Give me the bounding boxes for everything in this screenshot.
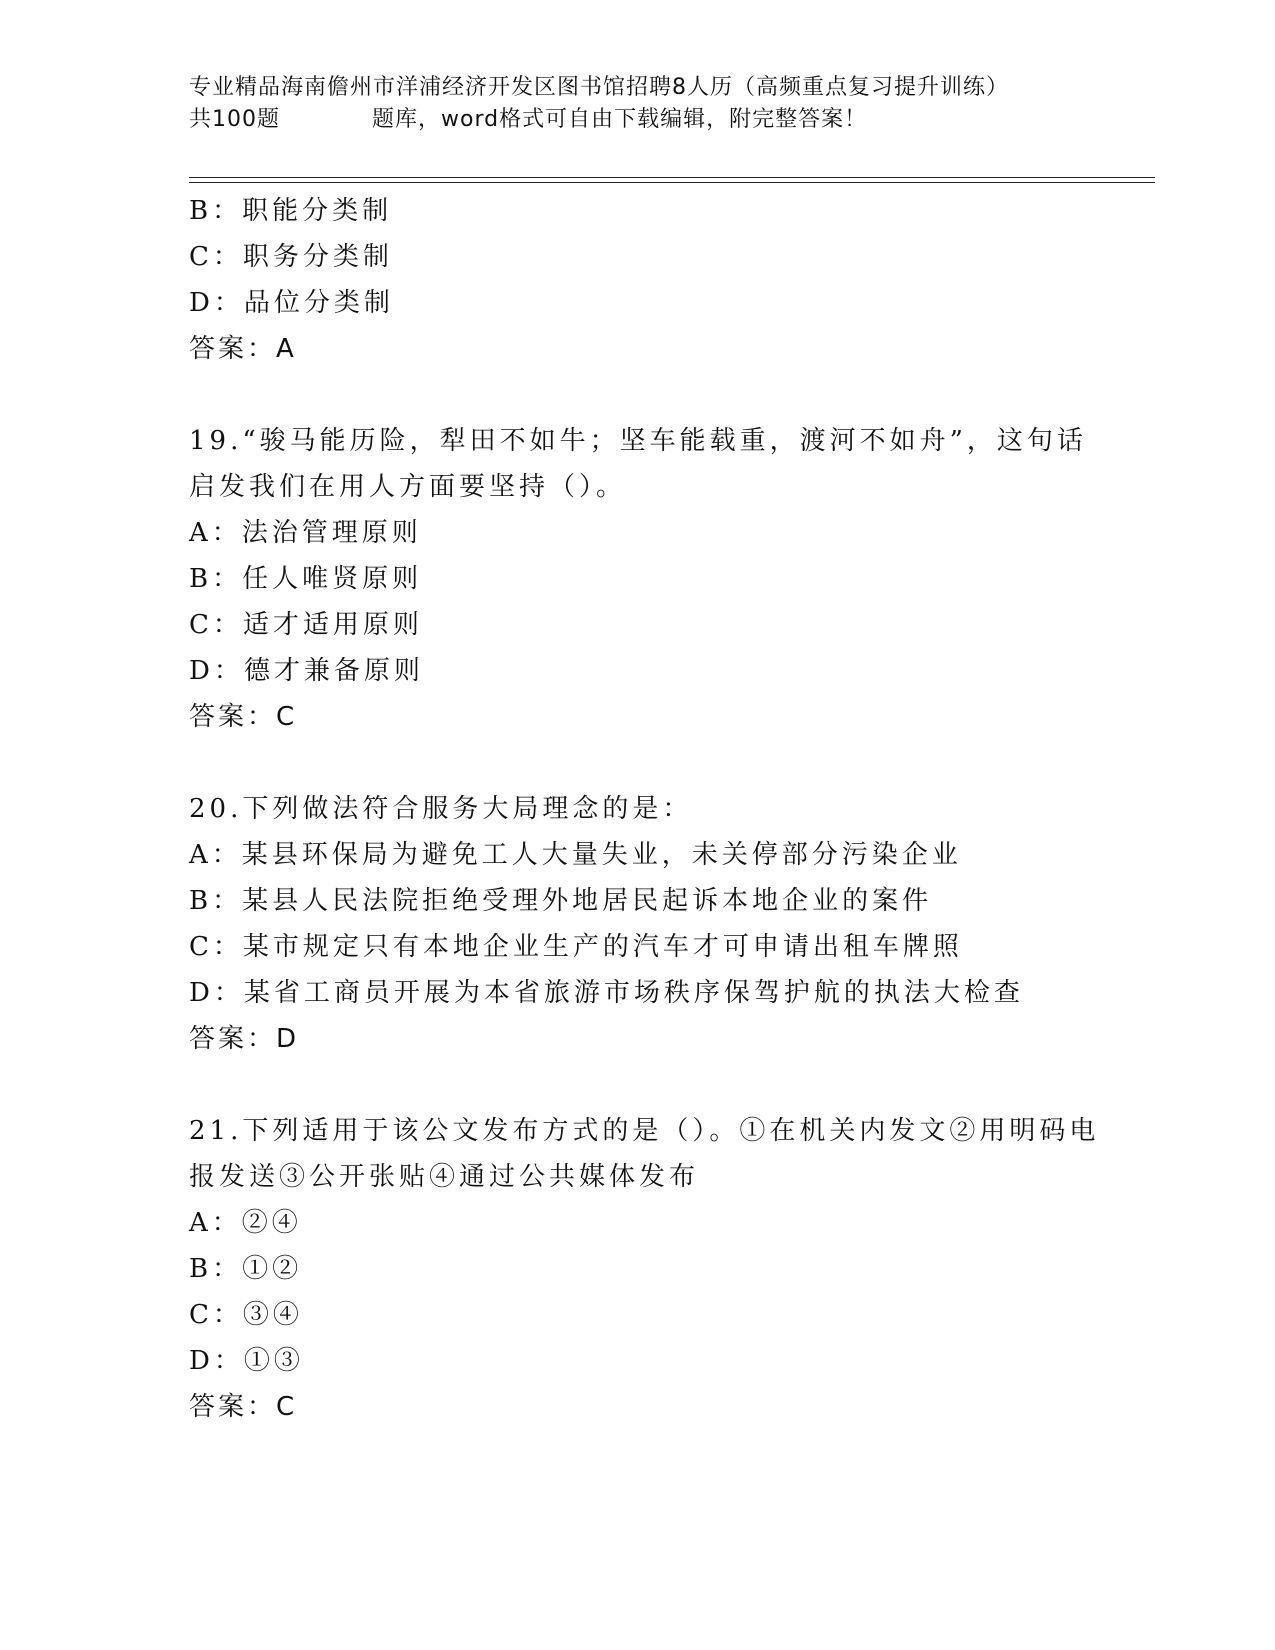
- question-text-line: 20.下列做法符合服务大局理念的是：: [189, 794, 693, 824]
- option-b: B：任人唯贤原则: [189, 564, 423, 594]
- option-a: A：某县环保局为避免工人大量失业，未关停部分污染企业: [189, 840, 962, 870]
- answer-line: 答案：C: [189, 1392, 298, 1422]
- question-text-line: 报发送③公开张贴④通过公共媒体发布: [189, 1162, 700, 1192]
- option-c: C：职务分类制: [189, 242, 393, 272]
- answer-line: 答案：D: [189, 1024, 300, 1054]
- header-description: 题库，word格式可自由下载编辑，附完整答案！: [372, 107, 868, 132]
- question-text-line: 启发我们在用人方面要坚持（）。: [189, 472, 627, 502]
- option-d: D：品位分类制: [189, 288, 394, 318]
- answer-line: 答案：C: [189, 702, 298, 732]
- option-b: B：①②: [189, 1254, 303, 1284]
- option-a: A：法治管理原则: [189, 518, 422, 548]
- header-rule-bottom: [189, 182, 1155, 183]
- header-subtitle-line: [189, 104, 1089, 136]
- option-c: C：某市规定只有本地企业生产的汽车才可申请出租车牌照: [189, 932, 963, 962]
- option-c: C：③④: [189, 1300, 303, 1330]
- option-a: A：②④: [189, 1208, 302, 1238]
- question-block-20: [189, 786, 1089, 1062]
- question-block-21: [189, 1108, 1100, 1430]
- option-d: D：德才兼备原则: [189, 656, 424, 686]
- header-question-count: 共100题: [189, 107, 280, 132]
- question-text-line: 21.下列适用于该公文发布方式的是（）。①在机关内发文②用明码电: [189, 1116, 1100, 1146]
- question-text-line: 19.“骏马能历险，犁田不如牛；坚车能载重，渡河不如舟”，这句话: [189, 426, 1087, 456]
- question-list: [189, 188, 1100, 1430]
- option-d: D：①③: [189, 1346, 304, 1376]
- option-d: D：某省工商员开展为本省旅游市场秩序保驾护航的执法大检查: [189, 978, 1024, 1008]
- document-header: [189, 72, 1089, 136]
- header-title-line: 专业精品海南儋州市洋浦经济开发区图书馆招聘8人历（高频重点复习提升训练）: [189, 75, 1009, 100]
- answer-line: 答案：A: [189, 334, 297, 364]
- question-block-19: [189, 418, 1089, 740]
- option-b: B：某县人民法院拒绝受理外地居民起诉本地企业的案件: [189, 886, 933, 916]
- header-rule-top: [189, 177, 1155, 178]
- option-b: B：职能分类制: [189, 196, 393, 226]
- option-c: C：适才适用原则: [189, 610, 423, 640]
- question-block-prev: [189, 188, 1089, 372]
